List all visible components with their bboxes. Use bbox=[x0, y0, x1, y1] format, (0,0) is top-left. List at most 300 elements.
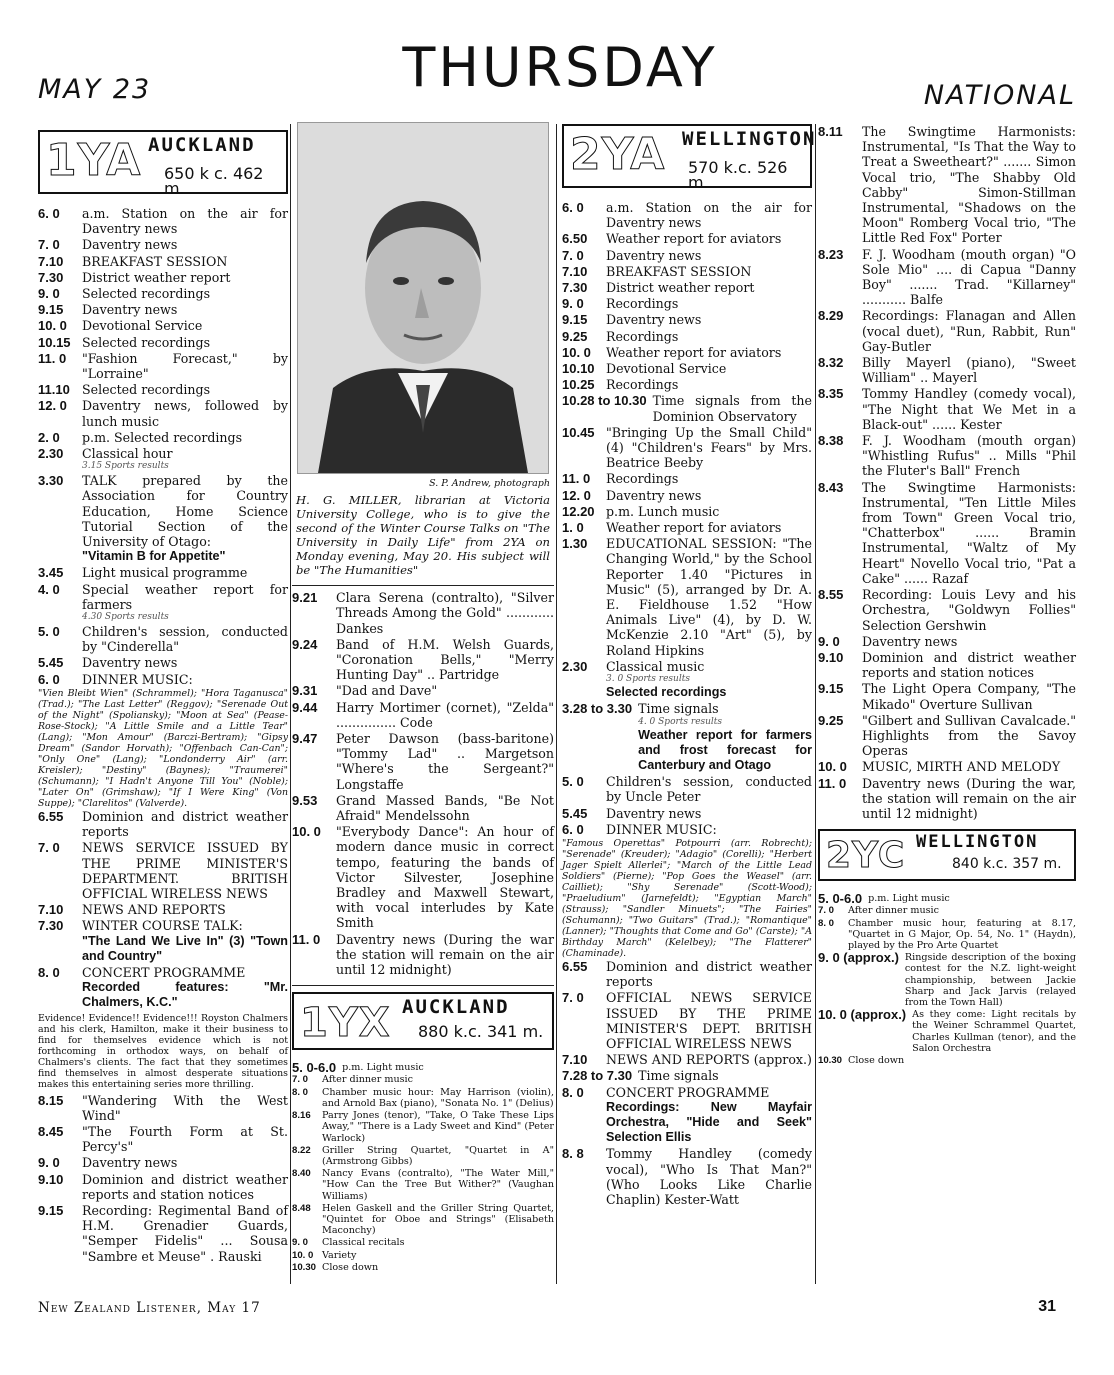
programme-item bbox=[38, 918, 288, 964]
programme-text: Harry Mortimer (cornet), "Zelda" ............... Code bbox=[336, 699, 554, 730]
portrait-photo bbox=[297, 122, 549, 474]
programme-time: 7. 0 bbox=[562, 247, 584, 263]
programme-description bbox=[82, 286, 288, 301]
programme-time: 7. 0 bbox=[818, 905, 835, 917]
programme-list bbox=[562, 200, 812, 837]
programme-time: 6.55 bbox=[562, 958, 588, 974]
programme-text: F. J. Woodham (mouth organ) "O Sole Mio" .... di Capua "Danny Boy" ....... Trad. "Killarney" ........... Balfe bbox=[862, 246, 1076, 308]
programme-item bbox=[818, 952, 1076, 1008]
programme-text: "Dad and Dave" bbox=[336, 683, 438, 699]
programme-item bbox=[292, 683, 554, 698]
programme-text: Daventry news (During the war, the station will remain on the air until 12 midnight) bbox=[862, 775, 1076, 821]
programme-description bbox=[606, 1085, 812, 1146]
programme-item bbox=[562, 822, 812, 837]
programme-text: Daventry news bbox=[606, 805, 702, 821]
programme-item bbox=[292, 793, 554, 823]
programme-item bbox=[38, 318, 288, 333]
programme-time: 8.32 bbox=[818, 355, 844, 371]
programme-description bbox=[82, 565, 288, 580]
programme-text: Ringside description of the boxing contest for the N.Z. light-weight championship, between Jackie Sharp and Jack Jarvis (relayed from the Town Hall) bbox=[904, 952, 1076, 1008]
programme-time: 8.40 bbox=[292, 1168, 311, 1180]
programme-item bbox=[292, 590, 554, 636]
programme-list bbox=[562, 959, 812, 1207]
programme-text: Daventry news bbox=[606, 247, 702, 263]
programme-time: 10.28 to 10.30 bbox=[562, 393, 647, 409]
programme-time: 10. 0 bbox=[38, 318, 67, 334]
programme-description bbox=[322, 1087, 554, 1109]
programme-time: 9.47 bbox=[292, 731, 318, 747]
programme-feature: "The Land We Live In" (3) "Town and Country" bbox=[82, 933, 288, 963]
station-city: WELLINGTON bbox=[916, 832, 1039, 853]
programme-text: Recordings bbox=[606, 377, 679, 393]
programme-time: 5. 0 bbox=[38, 624, 60, 640]
programme-text: Clara Serena (contralto), "Silver Threads Among the Gold" ............ Dankes bbox=[336, 590, 554, 636]
programme-text: BREAKFAST SESSION bbox=[606, 263, 752, 279]
programme-text: Recordings bbox=[606, 296, 679, 312]
programme-description bbox=[862, 308, 1076, 354]
programme-text: Weather report for aviators bbox=[606, 520, 782, 536]
programme-text: "Gilbert and Sullivan Cavalcade." Highlights from the Savoy Operas bbox=[862, 712, 1076, 759]
page-number: 31 bbox=[1038, 1298, 1056, 1315]
programme-description bbox=[862, 634, 1076, 649]
programme-text: Recording: Regimental Band of H.M. Grenadier Guards, "Semper Fidelis" ... Sousa "Sambre et Meuse" . Rauski bbox=[82, 1202, 288, 1264]
programme-item bbox=[38, 335, 288, 350]
programme-time: 6. 0 bbox=[38, 206, 60, 221]
programme-text: Recordings: Flanagan and Allen (vocal duet), "Run, Rabbit, Run" Gay-Butler bbox=[862, 308, 1076, 354]
programme-text: Daventry news bbox=[862, 633, 958, 649]
programme-time: 9. 0 bbox=[38, 1155, 60, 1171]
programme-item bbox=[38, 840, 288, 901]
programme-item bbox=[38, 382, 288, 397]
station-city: AUCKLAND bbox=[148, 134, 256, 156]
programme-item bbox=[38, 655, 288, 670]
programme-item bbox=[292, 1087, 554, 1109]
programme-description bbox=[606, 361, 812, 376]
programme-time: 1. 0 bbox=[562, 520, 584, 536]
programme-text: Daventry news, followed by lunch music bbox=[82, 398, 288, 429]
programme-item bbox=[562, 471, 812, 486]
programme-text: Dominion and district weather reports bbox=[82, 808, 288, 840]
programme-description bbox=[606, 471, 812, 486]
programme-text: Recording: Louis Levy and his Orchestra, "Goldwyn Follies" Selection Gershwin bbox=[862, 587, 1076, 633]
programme-description bbox=[82, 335, 288, 350]
station-call: 1YA bbox=[46, 135, 142, 186]
programme-text: Time signals bbox=[638, 1068, 719, 1084]
programme-description bbox=[336, 932, 554, 978]
programme-text: Devotional Service bbox=[606, 361, 727, 377]
programme-time: 6. 0 bbox=[562, 200, 584, 215]
programme-description bbox=[862, 776, 1076, 822]
programme-description bbox=[336, 731, 554, 792]
programme-description bbox=[322, 1250, 554, 1261]
station-frequency: 840 k.c. 357 m. bbox=[952, 856, 1062, 873]
programme-item bbox=[292, 1250, 554, 1261]
column-2ya-continued bbox=[818, 124, 1076, 1067]
programme-time: 2.30 bbox=[562, 658, 588, 674]
programme-item bbox=[818, 355, 1076, 385]
programme-item bbox=[38, 1203, 288, 1264]
programme-text: DINNER MUSIC: bbox=[606, 821, 717, 837]
programme-item bbox=[562, 393, 812, 423]
programme-item bbox=[818, 433, 1076, 479]
programme-description bbox=[862, 587, 1076, 633]
programme-text: "Everybody Dance": An hour of modern dance music in correct tempo, featuring the bands of Victor Silvester, Josephine Bradley and Maxwell Stewart, with vocal interludes by Kate Smith bbox=[336, 824, 554, 931]
programme-time: 11.10 bbox=[38, 382, 70, 398]
programme-text: "Wandering With the West Wind" bbox=[82, 1092, 288, 1123]
programme-item bbox=[38, 902, 288, 917]
programme-description bbox=[82, 965, 288, 1011]
programme-item bbox=[292, 932, 554, 978]
programme-item bbox=[562, 1068, 812, 1083]
programme-item bbox=[38, 1172, 288, 1202]
programme-text: Classical music bbox=[606, 658, 705, 674]
programme-item bbox=[562, 488, 812, 503]
column-1ya bbox=[38, 130, 288, 1265]
programme-item bbox=[38, 1093, 288, 1123]
programme-description bbox=[606, 504, 812, 519]
programme-time: 3.28 to 3.30 bbox=[562, 701, 633, 717]
programme-description bbox=[82, 918, 288, 964]
programme-item bbox=[292, 637, 554, 683]
programme-item bbox=[38, 582, 288, 623]
programme-time: 9.25 bbox=[818, 712, 844, 728]
programme-description bbox=[862, 124, 1076, 246]
programme-text: NEWS AND REPORTS (approx.) bbox=[606, 1052, 812, 1068]
programme-time: 7.30 bbox=[38, 918, 64, 934]
programme-item bbox=[818, 308, 1076, 354]
programme-item bbox=[818, 776, 1076, 822]
programme-item bbox=[562, 659, 812, 700]
programme-time: 7.30 bbox=[562, 280, 588, 296]
programme-text: Band of H.M. Welsh Guards, "Coronation Bells," "Merry Hunting Day" .. Partridge bbox=[336, 636, 554, 683]
programme-text: Daventry news bbox=[82, 1155, 178, 1171]
programme-description bbox=[82, 237, 288, 252]
programme-description bbox=[336, 824, 554, 930]
programme-text: District weather report bbox=[606, 280, 755, 296]
programme-text: Close down bbox=[322, 1261, 379, 1273]
programme-time: 9.25 bbox=[562, 328, 588, 344]
programme-time: 7.10 bbox=[562, 263, 588, 279]
programme-item bbox=[38, 565, 288, 580]
programme-item bbox=[292, 1074, 554, 1085]
programme-time: 7. 0 bbox=[292, 1074, 309, 1086]
programme-text: Children's session, conducted by "Cinderella" bbox=[82, 624, 288, 655]
programme-text: DINNER MUSIC: bbox=[82, 671, 193, 687]
programme-item bbox=[818, 587, 1076, 633]
programme-text: p.m. Lunch music bbox=[606, 503, 720, 519]
programme-time: 11. 0 bbox=[818, 775, 847, 791]
programme-time: 10. 0 bbox=[562, 344, 591, 360]
programme-item bbox=[38, 254, 288, 269]
programme-description bbox=[82, 430, 288, 445]
programme-time: 10.45 bbox=[562, 424, 595, 440]
portrait-illustration bbox=[298, 123, 548, 473]
programme-item bbox=[818, 247, 1076, 308]
programme-time: 7.10 bbox=[38, 902, 64, 918]
programme-text: The Light Opera Company, "The Mikado" Overture Sullivan bbox=[862, 681, 1076, 712]
programme-text: Classical recitals bbox=[322, 1237, 405, 1249]
column-continuation bbox=[292, 122, 554, 1274]
programme-item bbox=[38, 965, 288, 1011]
programme-time: 10.25 bbox=[562, 377, 595, 393]
programme-description bbox=[82, 1093, 288, 1123]
programme-item bbox=[562, 200, 812, 230]
programme-time: 8.22 bbox=[292, 1144, 311, 1156]
programme-item bbox=[38, 672, 288, 687]
page-network: NATIONAL bbox=[923, 80, 1076, 111]
programme-item bbox=[562, 959, 812, 989]
programme-time: 8.23 bbox=[818, 246, 844, 262]
programme-description bbox=[862, 650, 1076, 680]
programme-item bbox=[292, 824, 554, 930]
programme-time: 9.21 bbox=[292, 590, 318, 606]
programme-item bbox=[818, 124, 1076, 246]
programme-description bbox=[606, 329, 812, 344]
programme-time: 12. 0 bbox=[562, 487, 591, 503]
programme-description bbox=[342, 1062, 554, 1073]
programme-item bbox=[292, 1168, 554, 1202]
programme-subnote: 4. 0 Sports results bbox=[638, 716, 723, 727]
programme-item bbox=[38, 286, 288, 301]
programme-text: Parry Jones (tenor), "Take, O Take These Lips Away," "There is a Lady Sweet and Kind" (Peter Warlock) bbox=[322, 1110, 554, 1144]
programme-time: 8. 0 bbox=[818, 917, 835, 929]
programme-item bbox=[38, 809, 288, 839]
programme-item bbox=[562, 806, 812, 821]
photo-credit: S. P. Andrew, photograph bbox=[429, 478, 550, 489]
programme-time: 8. 0 bbox=[292, 1086, 309, 1098]
programme-description bbox=[322, 1110, 554, 1144]
programme-time: 9.15 bbox=[562, 312, 588, 328]
programme-text: Daventry news bbox=[82, 302, 178, 318]
programme-item bbox=[818, 905, 1076, 916]
programme-time: 4. 0 bbox=[38, 581, 60, 597]
programme-description bbox=[82, 318, 288, 333]
programme-time: 8.55 bbox=[818, 587, 844, 603]
programme-text: Daventry news bbox=[606, 487, 702, 503]
programme-text: Devotional Service bbox=[82, 318, 203, 334]
station-call: 2YC bbox=[826, 835, 906, 877]
programme-time: 6. 0 bbox=[38, 671, 60, 687]
programme-time: 1.30 bbox=[562, 536, 588, 552]
programme-description bbox=[606, 1146, 812, 1207]
programme-text: OFFICIAL NEWS SERVICE ISSUED BY THE PRIME MINISTER'S DEPT. BRITISH OFFICIAL WIRELESS NEWS bbox=[606, 990, 812, 1051]
station-badge-1ya bbox=[38, 130, 288, 199]
programme-text: Time signals from the Dominion Observatory bbox=[652, 393, 812, 424]
programme-description bbox=[606, 1052, 812, 1067]
programme-text: Selected recordings bbox=[82, 382, 211, 398]
programme-description bbox=[848, 918, 1076, 952]
programme-text: Dominion and district weather reports bbox=[606, 958, 812, 990]
programme-time: 12.20 bbox=[562, 503, 595, 519]
programme-time: 8.16 bbox=[292, 1110, 311, 1122]
programme-time: 9.15 bbox=[38, 302, 64, 318]
programme-item bbox=[562, 1052, 812, 1067]
photo-caption: H. G. MILLER, librarian at Victoria University College, who is to give the second of the Winter Course Talks on "The University in Daily Life" from 2YA on Monday evening, May 20. His subject will be "The Humanities" bbox=[296, 493, 550, 578]
programme-item bbox=[38, 270, 288, 285]
programme-item bbox=[562, 1146, 812, 1207]
programme-text: p.m. Light music bbox=[342, 1062, 424, 1074]
programme-text: After dinner music bbox=[848, 905, 939, 917]
programme-text: p.m. Selected recordings bbox=[82, 429, 243, 445]
programme-item bbox=[38, 398, 288, 428]
programme-text: Recordings bbox=[606, 471, 679, 487]
programme-text: Selected recordings bbox=[82, 334, 211, 350]
programme-description bbox=[606, 280, 812, 295]
programme-description bbox=[606, 959, 812, 989]
programme-text: CONCERT PROGRAMME bbox=[82, 964, 246, 980]
programme-item bbox=[562, 536, 812, 658]
column-rule bbox=[290, 124, 291, 1284]
programme-list bbox=[818, 893, 1076, 1066]
page-day: THURSDAY bbox=[402, 36, 718, 99]
programme-text: Daventry news bbox=[82, 655, 178, 671]
programme-text: a.m. Station on the air for Daventry news bbox=[82, 206, 288, 237]
programme-description bbox=[606, 264, 812, 279]
programme-time: 3.30 bbox=[38, 473, 64, 489]
programme-time: 10.30 bbox=[292, 1261, 317, 1273]
programme-item bbox=[38, 206, 288, 236]
programme-text: After dinner music bbox=[322, 1074, 413, 1086]
programme-description bbox=[82, 1155, 288, 1170]
programme-item bbox=[562, 377, 812, 392]
programme-item bbox=[292, 1203, 554, 1237]
programme-text: Close down bbox=[848, 1054, 905, 1066]
programme-item bbox=[562, 504, 812, 519]
programme-description bbox=[82, 254, 288, 269]
station-call: 2YA bbox=[570, 129, 666, 180]
station-badge-2yc bbox=[818, 829, 1076, 881]
programme-time: 8.38 bbox=[818, 433, 844, 449]
programme-time: 5.45 bbox=[38, 655, 64, 671]
programme-text: As they come: Light recitals by the Weiner Schrammel Quartet, Charles Kullman (tenor), and the Salon Orchestra bbox=[912, 1009, 1076, 1054]
footer-publication: New Zealand Listener, May 17 bbox=[38, 1300, 261, 1316]
programme-text: Tommy Handley (comedy vocal), "Who Is That Man?" (Who Looks Like Charlie Chaplin) Kester-Watt bbox=[606, 1146, 812, 1207]
programme-text: Special weather report for farmers bbox=[82, 581, 288, 612]
programme-time: 5. 0 bbox=[562, 774, 584, 790]
programme-item bbox=[818, 650, 1076, 680]
programme-text: TALK prepared by the Association for Country Education, Home Science Tutorial Section of the University of Otago: bbox=[82, 473, 288, 550]
programme-item bbox=[292, 1060, 554, 1076]
programme-description bbox=[322, 1074, 554, 1085]
programme-text: EDUCATIONAL SESSION: "The Changing World," by the School Reporter 1.40 "Pictures in Music" (5), arranged by Dr. A. E. Fieldhouse 1.52 "How Animals Live" (4), by D. W. McKenzie 2.10 "Art" (5), by Roland Hipkins bbox=[606, 536, 812, 658]
programme-item bbox=[38, 237, 288, 252]
programme-time: 8. 8 bbox=[562, 1146, 584, 1162]
programme-description bbox=[322, 1262, 554, 1273]
programme-item bbox=[292, 1237, 554, 1248]
programme-time: 9. 0 (approx.) bbox=[818, 950, 899, 966]
programme-text: "The Fourth Form at St. Percy's" bbox=[82, 1123, 288, 1155]
programme-text: District weather report bbox=[82, 269, 231, 285]
programme-time: 9.24 bbox=[292, 636, 318, 652]
programme-description bbox=[82, 302, 288, 317]
programme-description bbox=[606, 659, 812, 700]
programme-description bbox=[336, 590, 554, 636]
programme-description bbox=[82, 809, 288, 839]
programme-description bbox=[606, 296, 812, 311]
programme-time: 9. 0 bbox=[562, 296, 584, 312]
programme-time: 11. 0 bbox=[562, 471, 591, 487]
programme-time: 7. 0 bbox=[38, 840, 60, 856]
programme-text: Weather report for aviators bbox=[606, 231, 782, 247]
programme-description bbox=[868, 893, 1076, 904]
programme-note: Evidence! Evidence!! Evidence!!! Royston Chalmers and his clerk, Hamilton, make it their business to find for themselves evidence which is not forthcoming in orthodox ways, on behalf of Chalmers's clients. The fact that they sometimes find themselves in almost desperate situations makes this entertaining series more thrilling. bbox=[38, 1012, 288, 1090]
station-frequency: 570 k.c. 526 m. bbox=[688, 158, 788, 193]
programme-list bbox=[38, 206, 288, 687]
programme-description bbox=[862, 386, 1076, 432]
programme-description bbox=[606, 822, 812, 837]
programme-item bbox=[38, 351, 288, 381]
programme-time: 7.10 bbox=[38, 253, 64, 269]
programme-description bbox=[82, 473, 288, 564]
programme-description bbox=[82, 206, 288, 236]
divider bbox=[292, 985, 554, 986]
programme-description bbox=[82, 270, 288, 285]
programme-item bbox=[38, 430, 288, 445]
programme-description bbox=[905, 952, 1076, 1008]
programme-time: 9. 0 bbox=[818, 633, 840, 649]
programme-list bbox=[818, 124, 1076, 821]
column-rule bbox=[556, 124, 557, 1284]
station-badge-1yx bbox=[292, 992, 554, 1050]
programme-description bbox=[82, 382, 288, 397]
programme-description bbox=[606, 200, 812, 230]
programme-description bbox=[82, 624, 288, 654]
programme-subnote: 4.30 Sports results bbox=[82, 612, 169, 623]
programme-description bbox=[638, 1068, 812, 1083]
programme-text: Helen Gaskell and the Griller String Quartet, "Quintet for Oboe and Strings" (Elisabeth Maconchy) bbox=[322, 1202, 554, 1237]
programme-time: 8.45 bbox=[38, 1123, 64, 1139]
programme-description bbox=[336, 793, 554, 823]
programme-time: 8.29 bbox=[818, 308, 844, 324]
programme-description bbox=[606, 425, 812, 471]
programme-text: Daventry news (During the war the station will remain on the air until 12 midnight) bbox=[336, 931, 554, 978]
programme-description bbox=[82, 1124, 288, 1154]
programme-time: 8.11 bbox=[818, 124, 843, 139]
programme-text: Recordings bbox=[606, 328, 679, 344]
programme-description bbox=[82, 902, 288, 917]
programme-item bbox=[562, 520, 812, 535]
programme-list bbox=[38, 809, 288, 1011]
programme-description bbox=[862, 713, 1076, 759]
programme-time: 7.30 bbox=[38, 269, 64, 285]
programme-item bbox=[38, 1124, 288, 1154]
programme-time: 3.45 bbox=[38, 565, 64, 581]
programme-description bbox=[606, 312, 812, 327]
programme-description bbox=[862, 681, 1076, 711]
programme-time: 8. 0 bbox=[562, 1084, 584, 1100]
programme-item bbox=[562, 361, 812, 376]
programme-time: 8.35 bbox=[818, 386, 844, 402]
programme-description bbox=[82, 672, 288, 687]
programme-time: 10. 0 bbox=[818, 759, 847, 775]
programme-description bbox=[862, 480, 1076, 586]
programme-time: 5. 0-6.0 bbox=[292, 1060, 337, 1076]
programme-text: BREAKFAST SESSION bbox=[82, 253, 228, 269]
programme-item bbox=[562, 774, 812, 804]
programme-time: 5. 0-6.0 bbox=[818, 891, 863, 907]
programme-feature: Recordings: New Mayfair Orchestra, "Hide and Seek" Selection Ellis bbox=[606, 1099, 812, 1145]
programme-text: Dominion and district weather reports and station notices bbox=[862, 649, 1076, 681]
programme-description bbox=[82, 1203, 288, 1264]
programme-text: CONCERT PROGRAMME bbox=[606, 1084, 770, 1100]
programme-text: Time signals bbox=[638, 701, 719, 717]
programme-item bbox=[292, 700, 554, 730]
programme-item bbox=[818, 681, 1076, 711]
programme-list bbox=[38, 1093, 288, 1264]
dinner-music-list: "Vien Bleibt Wien" (Schrammel); "Hora Taganusca" (Trad.); "The Last Letter" (Reggov); "Serenade Out of the Night" (Spoliansky); "Moon at Sea" (Pease-Rose-Stock); "A Little Smile and a Little Tear" (Lang); "Mon Amour" (Barczi-Bertram); "Gipsy Dream" (Sandor Horvath); "Offenbach Can-Can"; "Only One" (Lang); "Londonderry Air" (arr. Kreisler); "Destiny" (Baynes); "Traumerei" (Schumann); "I Hadn't Anyone Till You" (Noble); "Later On" (Grimshaw); "If I Were King" (Von Suppe); "Clarelitos" (Valverde). bbox=[38, 687, 288, 809]
programme-time: 9.53 bbox=[292, 792, 318, 808]
programme-text: Chamber music hour, featuring at 8.17, "Quartet in G Major, Op. 54, No. 1" (Haydn), played by the Pro Arte Quartet bbox=[848, 917, 1076, 951]
